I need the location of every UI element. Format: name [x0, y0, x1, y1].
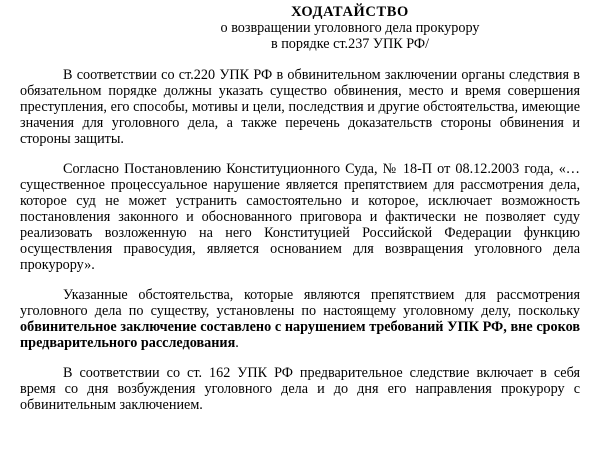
document-body — [20, 67, 580, 413]
paragraph-2: Согласно Постановлению Конституционного Суда, № 18-П от 08.12.2003 года, «…существенное процессуальное нарушение является препятствием для рассмотрения дела, которое суд не может устранить самостоятельно и которое, исключает возможность постановления законного и обоснованного приговора и фактически не позволяет суду реализовать возложенную на него Конституцией Российской Федерации функцию осуществления правосудия, является основанием для возвращения уголовного дела прокурору». — [20, 161, 580, 273]
paragraph-1: В соответствии со ст.220 УПК РФ в обвинительном заключении органы следствия в обязательном порядке должны указать существо обвинения, место и время совершения преступления, его способы, мотивы и цели, последствия и другие обстоятельства, имеющие значения для уголовного дела, а также перечень доказательств стороны обвинения и стороны защиты. — [20, 67, 580, 147]
paragraph-4: В соответствии со ст. 162 УПК РФ предварительное следствие включает в себя время со дня возбуждения уголовного дела и до дня его направления прокурору с обвинительным заключением. — [20, 365, 580, 413]
paragraph-3 — [20, 287, 580, 351]
paragraph-3-end: . — [235, 335, 239, 351]
document-subtitle-line-2: в порядке ст.237 УПК РФ/ — [270, 36, 430, 52]
document-header — [120, 4, 580, 52]
document-subtitle-line-1: о возвращении уголовного дела прокурору — [220, 20, 480, 36]
paragraph-3-text: Указанные обстоятельства, которые являются препятствием для рассмотрения уголовного дела по существу, установлены по настоящему уголовному делу, поскольку — [20, 287, 580, 319]
document-title: ХОДАТАЙСТВО — [291, 4, 409, 20]
paragraph-3-bold-text: обвинительное заключение составлено с нарушением требований УПК РФ, вне сроков предварительного расследования — [20, 319, 580, 351]
